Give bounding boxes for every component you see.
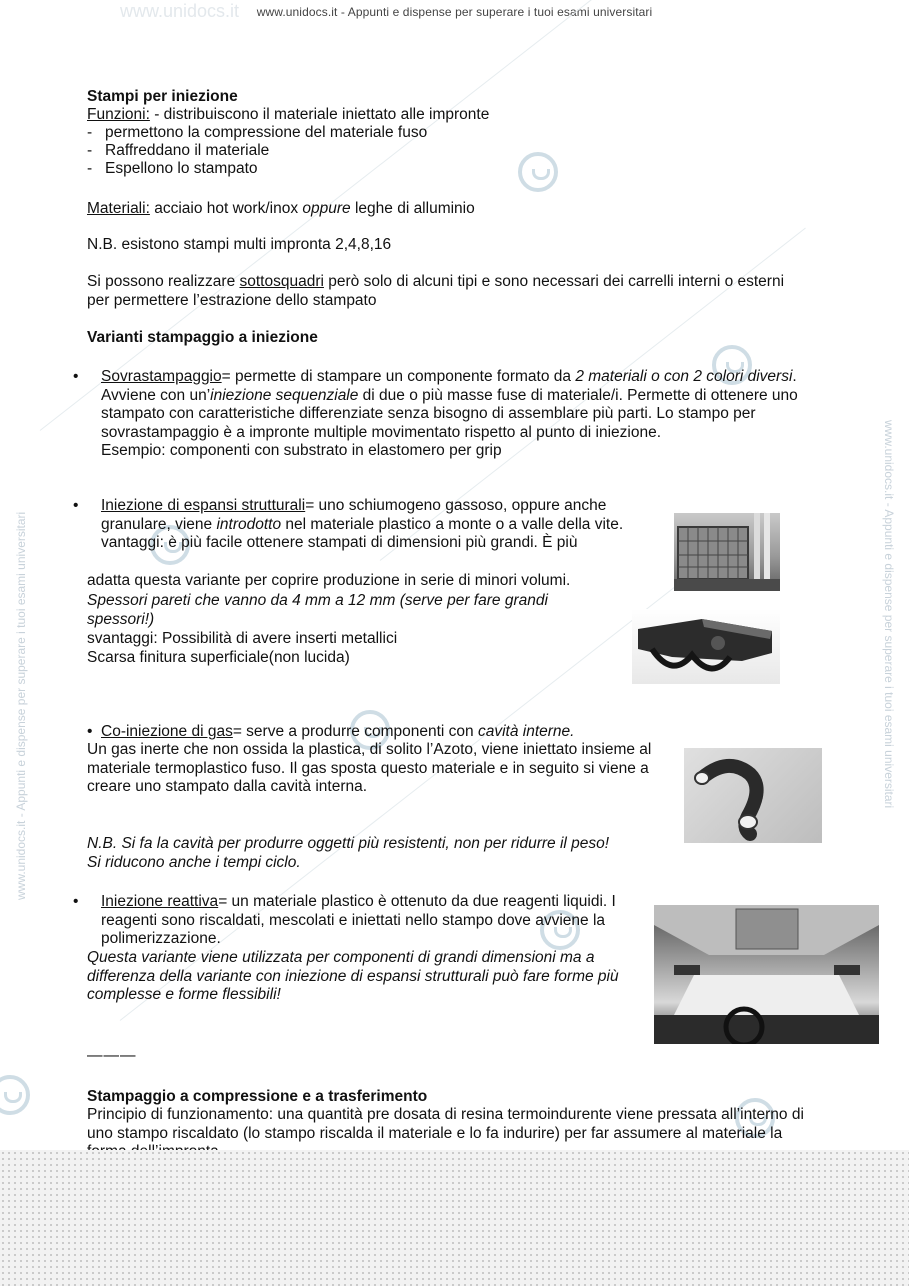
gas-handle-photo [684,748,822,843]
section-title: Stampaggio a compressione e a trasferimento [87,1088,428,1105]
watermark-logo-icon [518,152,558,192]
funzioni-text: - distribuiscono il materiale iniettato alle impronte [149,106,490,123]
gas-nb: N.B. Si fa la cavità per produrre oggetti più resistenti, non per ridurre il peso! [87,835,610,852]
compressione-body: Principio di funzionamento: una quantità pre dosata di resina termoindurente viene pressata all’interno di uno stampo riscaldato (lo stampo riscalda il materiale e lo fa indurire) per far assumere al materiale la [87,1106,804,1142]
list-item-text: Espellono lo stampato [105,160,258,177]
sottosquadri-paragraph [87,273,807,310]
watermark-left: www.unidocs.it - Appunti e dispense per superare i tuoi esami universitari [14,511,28,900]
watermark-right: www.unidocs.it - Appunti e dispense per superare i tuoi esami universitari [882,420,896,809]
gas-body: Un gas inerte che non ossida la plastica, di solito l’Azoto, viene iniettato insieme al materiale termoplastico fuso. Il gas sposta questo materiale e in seguito si viene a creare uno stampato dalla cavità interna. [87,741,652,795]
variant-text: cavità interne. [477,723,575,740]
espansi-item: • Iniezione di espansi strutturali= uno schiumogeno gassoso, oppure anche granulare, viene introdotto nel materiale plastico a monte o a valle della vite. vantaggi: è più facile ottenere stampati di dimensioni più grandi. È più [87,497,649,553]
variant-text: di due o più masse fuse di materiale/i. Permette di ottenere uno stampato con caratteristiche differenziate senza bisogno di assemblare più parti. Lo stampo per sovrastampaggio è a impronte multiple movimentato rispetto al punto di iniezione. [101,386,798,441]
list-item: - Raffreddano il materiale [87,142,270,159]
variant-text: = serve a produrre componenti con [232,723,478,740]
reattiva-italic: Questa variante viene utilizzata per componenti di grandi dimensioni ma a differenza della variante con iniezione di espansi strutturali può fare forme più complesse e forme flessibili! [87,949,619,1003]
list-item: - permettono la compressione del materiale fuso [87,124,428,141]
nb-note: N.B. esistono stampi multi impronta 2,4,8,16 [87,236,392,253]
spessori-line: Spessori pareti che vanno da 4 mm a 12 mm (serve per fare grandi spessori!) [87,592,548,628]
variant-text: nel materiale plastico a monte o a valle della vite. [281,515,624,533]
adatta-line: adatta questa variante per coprire produzione in serie di minori volumi. [87,572,571,589]
watermark-ghost: www.unidocs.it [120,1,240,21]
watermark-header: www.unidocs.it - Appunti e dispense per superare i tuoi esami universitari [256,5,653,19]
crate-photo [674,513,780,591]
gas-nb: Si riducono anche i tempi ciclo. [87,854,301,871]
funzioni-label: Funzioni: [87,106,150,123]
list-item-text: Raffreddano il materiale [105,142,270,159]
scarsa-line: Scarsa finitura superficiale(non lucida) [87,649,350,666]
car-interior-photo [654,905,879,1044]
variant-text: introdotto [216,515,282,533]
variant-text: = permette di stampare un componente formato da [221,368,576,385]
funzioni-line [87,106,489,125]
variant-text: = un materiale plastico è ottenuto da due reagenti liquidi. I reagenti sono riscaldati, mescolati e iniettati nello stampo dove avviene la polimerizzazione. [101,893,616,947]
materiali-text: oppure [302,200,351,217]
variant-text: . Avviene con un’ [101,368,797,404]
reattiva-item: • Iniezione reattiva= un materiale plastico è ottenuto da due reagenti liquidi. I reagenti sono riscaldati, mescolati e iniettati nello stampo dove avviene la polimerizzazione. [73,893,616,947]
vantaggi-line: vantaggi: è più facile ottenere stampati di dimensioni più grandi. È più [101,534,578,551]
variant-label: Iniezione di espansi strutturali [101,497,306,514]
svantaggi-line: svantaggi: Possibilità di avere inserti metallici [87,630,398,647]
paragraph-text: però solo di alcuni tipi e sono necessari dei carrelli interni o esterni per permettere l’estrazione dello stampato [87,273,785,309]
variant-label: Iniezione reattiva [101,893,219,910]
watermark-logo-icon [0,1075,30,1115]
dashboard-photo [632,609,780,684]
page-bottom-texture [0,1150,909,1286]
materiali-label: Materiali: [87,200,150,217]
list-item-text: permettono la compressione del materiale fuso [105,124,428,141]
paragraph-text: sottosquadri [239,273,324,290]
variant-label: Co-iniezione di gas [101,723,233,740]
variant-text: iniezione sequenziale [210,386,359,404]
section-title: Varianti stampaggio a iniezione [87,329,318,346]
variant-label: Sovrastampaggio [101,368,222,385]
paragraph-text: Si possono realizzare [87,273,240,290]
example-line: Esempio: componenti con substrato in elastomero per grip [101,442,502,459]
materiali-line [87,200,475,219]
gas-item: • Co-iniezione di gas= serve a produrre componenti con cavità interne. [87,723,575,740]
materiali-text: leghe di alluminio [350,200,475,217]
sovrastampaggio-item: • Sovrastampaggio= permette di stampare un componente formato da 2 materiali o con 2 colori diversi. Avviene con un’iniezione sequenziale di due o più masse fuse di materiale/i. Permette di ottenere uno stampato con caratteristiche differenziate senza bisogno di assemblare più parti. Lo stampo per sovrastampaggio è a impronte multiple movimentato rispetto al punto di iniezione. Esempio: componenti con substrato in elastomero per grip [87,368,822,461]
separator: ——— [87,1047,137,1064]
variant-text: 2 materiali o con 2 colori diversi [575,368,793,385]
materiali-text: acciaio hot work/inox [149,200,303,217]
list-item: - Espellono lo stampato [87,160,258,177]
variant-text: = uno schiumogeno gassoso, oppure anche granulare, viene [101,497,607,533]
section-title: Stampi per iniezione [87,88,238,105]
